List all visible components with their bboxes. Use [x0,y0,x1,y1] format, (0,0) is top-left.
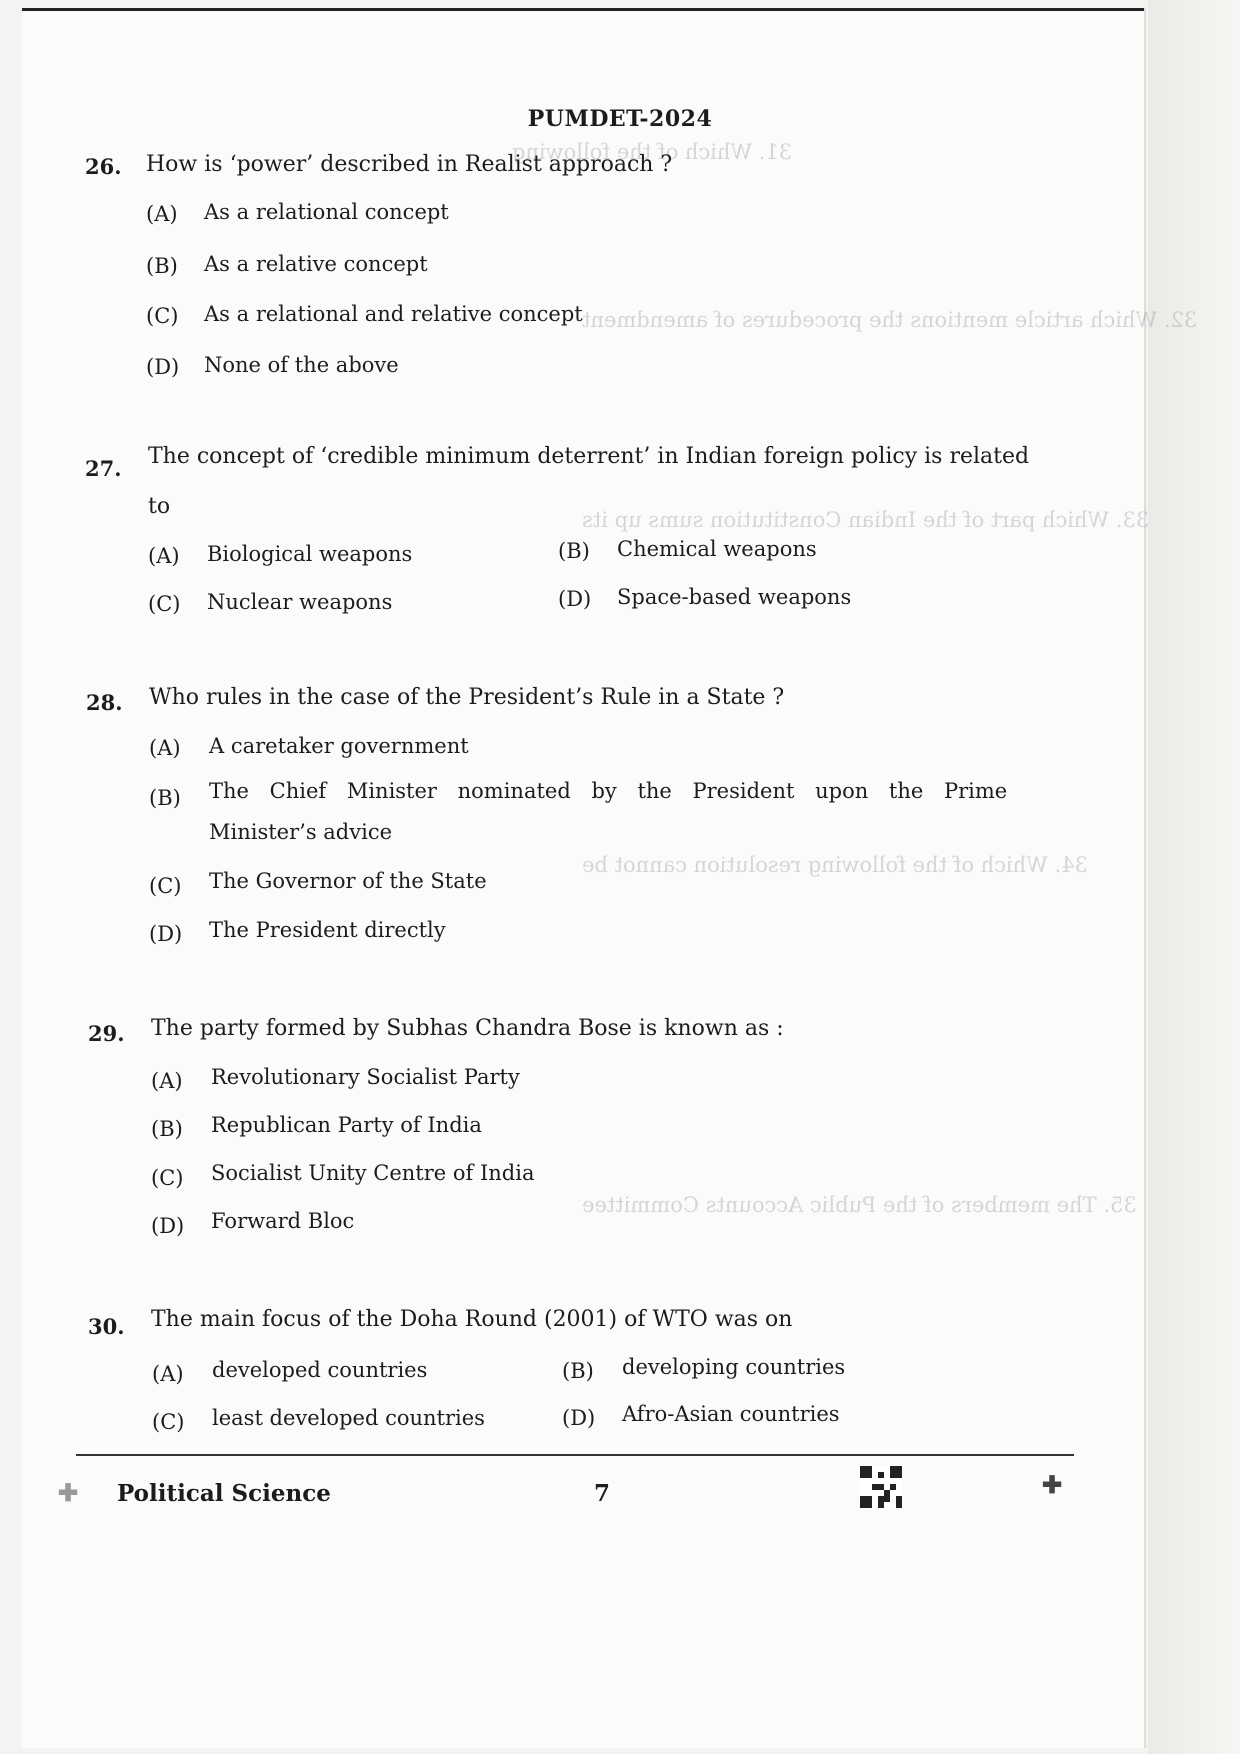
question-number: 26. [85,154,122,179]
option-label: (D) [146,355,180,379]
option-text: Revolutionary Socialist Party [211,1065,520,1089]
bleed-through-text: 34. Which of the following resolution cannot be [582,853,1088,877]
question-text: The main focus of the Doha Round (2001) of WTO was on [151,1307,793,1332]
option-text: Biological weapons [207,542,413,566]
qr-code-icon [860,1466,902,1508]
option-text: developed countries [212,1358,428,1382]
option-label: (D) [151,1214,185,1238]
page-header-title: PUMDET-2024 [527,106,713,132]
option-label: (C) [148,592,181,616]
option-text: A caretaker government [209,734,469,758]
question-text: Who rules in the case of the President’s Rule in a State ? [149,685,785,710]
option-text: As a relational concept [204,200,449,224]
question-text: to [148,494,171,519]
option-label: (B) [562,1359,594,1383]
exam-page [22,8,1198,1748]
option-label: (D) [558,587,592,611]
option-text: The Governor of the State [209,869,487,893]
option-label: (C) [146,304,179,328]
option-label: (C) [149,874,182,898]
option-label: (D) [562,1406,596,1430]
option-text: As a relational and relative concept [204,302,583,326]
option-text: least developed countries [212,1406,485,1430]
option-text: The Chief Minister nominated by the President upon the Prime [209,779,1008,803]
option-text: developing countries [622,1355,846,1379]
bleed-through-text: 35. The members of the Public Accounts Committee [582,1193,1137,1217]
option-text: Afro-Asian countries [622,1402,840,1426]
option-label: (B) [146,254,178,278]
registration-plus-icon: ✚ [58,1478,79,1507]
option-text: Nuclear weapons [207,590,393,614]
option-text: Minister’s advice [209,820,393,844]
option-label: (B) [558,539,590,563]
bleed-through-text: 33. Which part of the Indian Constitution sums up its [582,508,1150,532]
option-label: (B) [149,786,181,810]
question-text: The party formed by Subhas Chandra Bose is known as : [151,1016,784,1041]
registration-plus-icon: ✚ [1042,1470,1063,1499]
option-text: Socialist Unity Centre of India [211,1161,535,1185]
option-label: (A) [149,736,181,760]
question-number: 29. [88,1021,125,1046]
question-number: 30. [88,1314,125,1339]
option-label: (A) [151,1069,183,1093]
option-label: (D) [149,922,183,946]
option-label: (B) [151,1117,183,1141]
option-text: Forward Bloc [211,1209,355,1233]
footer-rule [76,1454,1074,1456]
option-text: Chemical weapons [617,537,817,561]
question-text: How is ‘power’ described in Realist approach ? [146,152,673,177]
footer-page-number: 7 [594,1480,611,1507]
option-label: (C) [152,1410,185,1434]
bleed-through-text: 31. Which of the following [512,140,793,164]
option-label: (A) [148,544,180,568]
option-label: (C) [151,1166,184,1190]
option-text: As a relative concept [204,252,428,276]
question-number: 27. [85,456,122,481]
option-label: (A) [146,202,178,226]
question-text: The concept of ‘credible minimum deterrent’ in Indian foreign policy is related [148,444,1030,469]
footer-subject: Political Science [117,1480,331,1507]
question-number: 28. [86,690,123,715]
option-text: Republican Party of India [211,1113,482,1137]
bleed-through-text: 32. Which article mentions the procedures of amendment [582,308,1198,332]
option-label: (A) [152,1362,184,1386]
option-text: None of the above [204,353,399,377]
option-text: Space-based weapons [617,585,852,609]
scan-edge [1148,0,1240,1754]
option-text: The President directly [209,918,446,942]
